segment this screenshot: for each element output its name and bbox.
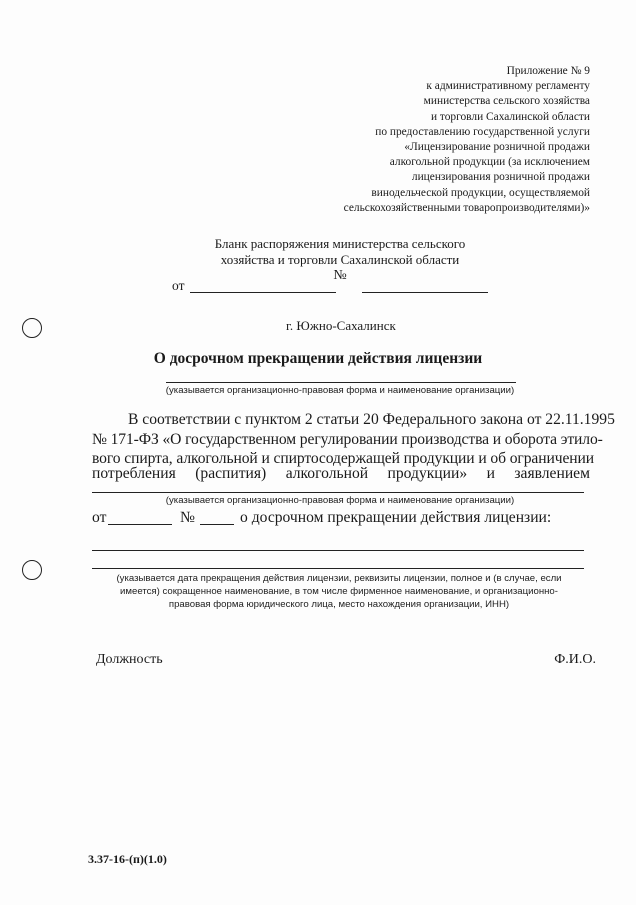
doc-title: О досрочном прекращении действия лицензии (153, 350, 483, 367)
blank-from-label: от (172, 278, 185, 293)
request-number-line (200, 524, 234, 525)
appendix-line: «Лицензирование розничной продажи (404, 141, 590, 154)
body-word: потребления (92, 465, 176, 482)
body-word: (распития) (195, 465, 267, 482)
body-line-3: вого спирта, алкогольной и спиртосодержащей продукции и об ограничении (92, 450, 595, 467)
position-label: Должность (96, 652, 163, 667)
applicant-org-hint: (указывается организационно-правовая форма и наименование организации) (165, 495, 515, 506)
body-word: алкогольной (285, 465, 369, 482)
request-text: о досрочном прекращении действия лицензии: (240, 509, 552, 526)
request-number-sign: № (180, 509, 195, 526)
details-hint (86, 572, 592, 611)
appendix-line: алкогольной продукции (за исключением (389, 156, 590, 169)
details-hint-line: (указывается дата прекращения действия лицензии, реквизиты лицензии, полное и (в случае, если (116, 573, 562, 584)
appendix-line: Приложение № 9 (506, 65, 590, 77)
appendix-line: сельскохозяйственными товаропроизводителями)» (343, 201, 590, 214)
body-word: продукции» (387, 465, 468, 482)
city-label: г. Южно-Сахалинск (286, 318, 396, 333)
body-line-4 (92, 464, 590, 484)
body-line-2: № 171-ФЗ «О государственном регулировании производства и оборота этило- (92, 431, 603, 448)
blank-line-1: Бланк распоряжения министерства сельского (214, 236, 466, 251)
details-hint-line: правовая форма юридического лица, место нахождения организации, ИНН) (168, 599, 510, 610)
details-hint-line: имеется) сокращенное наименование, в том числе фирменное наименование, и организационно- (120, 586, 558, 597)
punch-hole-top (22, 318, 42, 338)
details-line-2 (92, 568, 584, 569)
applicant-org-line (92, 492, 584, 493)
blank-date-line (190, 292, 336, 293)
org-hint: (указывается организационно-правовая форма и наименование организации) (165, 385, 515, 396)
request-from-label: от (92, 509, 107, 526)
blank-heading (160, 236, 520, 284)
blank-number-line (362, 292, 488, 293)
appendix-block (290, 64, 590, 216)
details-line-1 (92, 550, 584, 551)
org-name-line (166, 382, 516, 383)
appendix-line: винодельческой продукции, осуществляемой (371, 186, 590, 199)
appendix-line: к административному регламенту (426, 80, 590, 93)
body-word: заявлением (514, 465, 590, 482)
body-line-1: В соответствии с пунктом 2 статьи 20 Федерального закона от 22.11.1995 (128, 411, 615, 428)
name-label: Ф.И.О. (554, 652, 596, 667)
punch-hole-bottom (22, 560, 42, 580)
appendix-line: и торговли Сахалинской области (430, 110, 590, 123)
appendix-line: лицензирования розничной продажи (411, 171, 590, 184)
body-word: и (486, 465, 495, 482)
blank-line-2: хозяйства и торговли Сахалинской области (220, 252, 460, 267)
appendix-line: министерства сельского хозяйства (423, 95, 590, 108)
blank-number-sign: № (333, 268, 347, 283)
footer-code: 3.37-16-(п)(1.0) (88, 852, 167, 866)
request-date-line (108, 524, 172, 525)
appendix-line: по предоставлению государственной услуги (375, 125, 590, 138)
